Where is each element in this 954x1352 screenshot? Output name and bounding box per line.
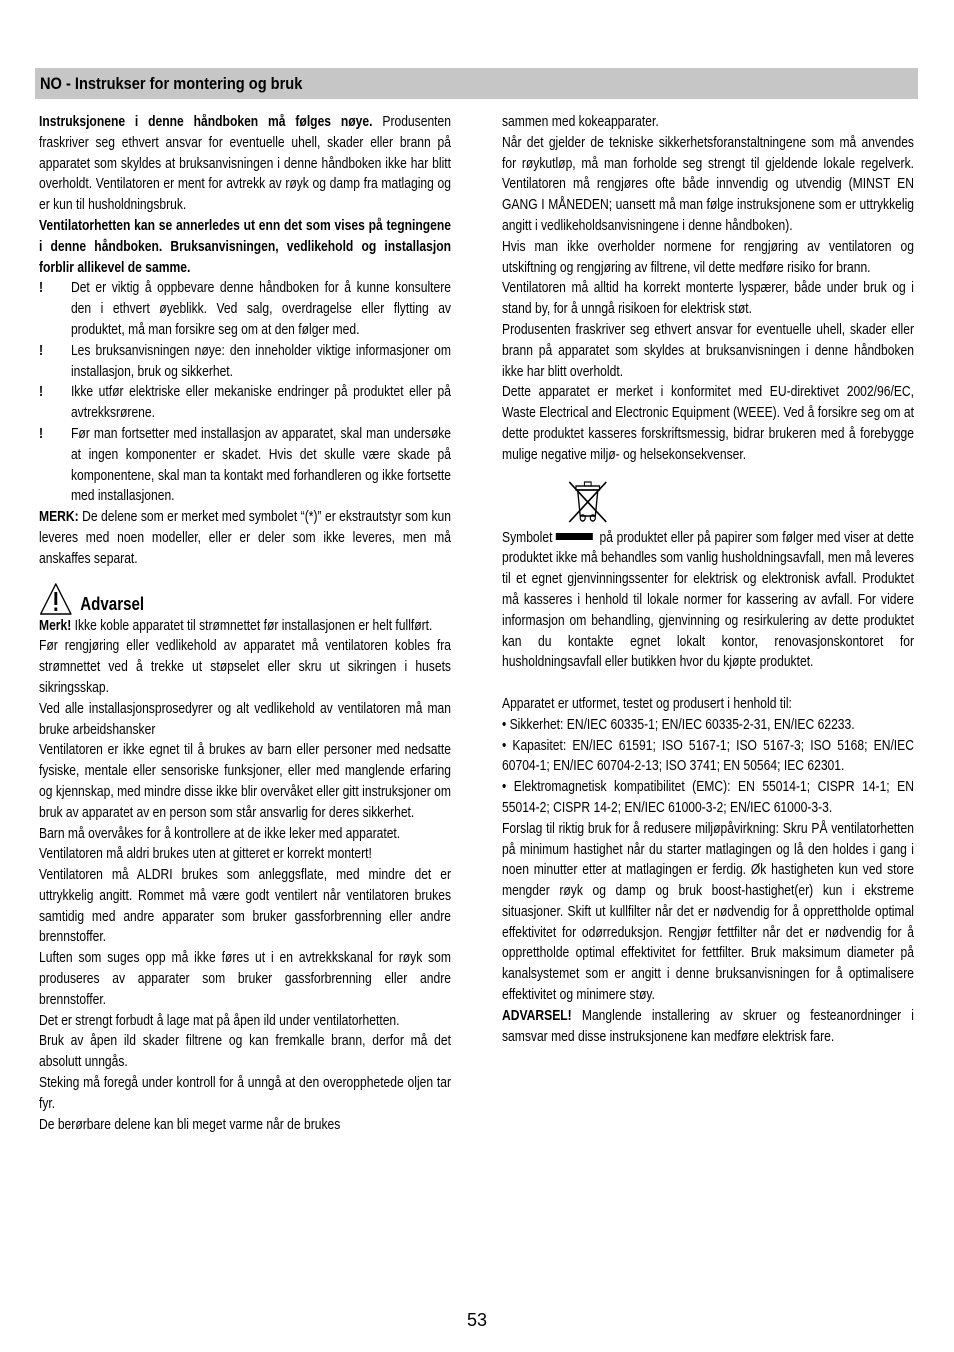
paragraph — [39, 112, 451, 216]
text-run: sammen med kokeapparater. — [502, 114, 659, 130]
text-run: Når det gjelder de tekniske sikkerhetsforanstaltningene som må anvendes for røykutløp, må man forholde seg strengt til gjeldende lokale regelverk. Ventilatoren må rengjøres ofte både innvendig og utvendig (MINST EN GANG I MÅNEDEN; uansett må man følge instruksjonene som er uttrykkelig angitt i vedlikeholdsanvisningene i denne håndboken). — [502, 134, 914, 234]
text-run: Hvis man ikke overholder normene for rengjøring av ventilatoren og utskiftning og rengjøring av filtrene, vil dette medføre risiko for brann. — [502, 238, 914, 276]
warning-list-item — [39, 278, 451, 340]
text-run: De delene som er merket med symbolet “(*)” er ekstrautstyr som kun leveres med noen modeller, eller er deler som ikke leveres, men må anskaffes separat. — [39, 509, 451, 567]
paragraph — [502, 382, 914, 465]
list-item-text — [71, 341, 451, 383]
warning-heading — [39, 582, 451, 616]
paragraph — [39, 699, 451, 741]
blank-line — [502, 673, 914, 694]
text-run: Ved alle installasjonsprosedyrer og alt vedlikehold av ventilatoren må man bruke arbeidshansker — [39, 700, 451, 738]
bold-text: Merk! — [39, 617, 72, 634]
paragraph — [39, 507, 451, 569]
paragraph — [39, 216, 451, 278]
text-run: Ikke koble apparatet til strømnettet før installasjonen er helt fullført. — [71, 617, 433, 634]
text-run: Det er strengt forbudt å lage mat på åpen ild under ventilatorhetten. — [39, 1012, 400, 1029]
left-column — [39, 112, 451, 1292]
bullet-mark: ! — [39, 342, 44, 359]
paragraph — [39, 1011, 451, 1032]
text-run: De berørbare delene kan bli meget varme når de brukes — [39, 1116, 341, 1133]
weee-bar-symbol — [556, 533, 593, 540]
text-run: Steking må foregå under kontroll for å unngå at den overopphetede oljen tar fyr. — [39, 1075, 451, 1112]
paragraph — [39, 1073, 451, 1115]
warning-list-item — [39, 382, 451, 424]
page-number: 53 — [466, 1310, 488, 1330]
text-run: Det er viktig å oppbevare denne håndboken for å kunne konsultere den i ethvert øyeblikk. Ved salg, overdragelse eller flytting av produktet, må man forsikre seg om at den følger med. — [70, 280, 451, 338]
paragraph — [502, 237, 914, 279]
text-run: Symbolet — [502, 529, 553, 546]
paragraph — [502, 320, 914, 382]
weee-symbol-block — [502, 478, 914, 528]
list-item-text — [71, 424, 451, 507]
paragraph — [502, 528, 914, 674]
text-run: Forslag til riktig bruk for å redusere miljøpåvirkning: Skru PÅ ventilatorhetten på minimum hastighet når du starter matlagingen og lå den holdes i gang i noen minutter etter at matlagingen er ferdig. Øk hastigheten kun ved store mengder røyk og damp og bruk boost-hastighet(er) kun i ekstreme situasjoner. Skift ut kullfilter når det er nødvendig for å opprettholde optimal effektivitet for odørreduksjon. Rengjør fettfilter når det er nødvendig for å opprettholde optimal effektivitet for fettfilter. Bruk maksimum diameter på kanalsystemet som er angitt i denne bruksanvisningen for å optimalisere effektivitet og minimere støy. — [502, 820, 914, 1004]
text-run: på produktet eller på papirer som følger med viser at dette produktet ikke må behandles som vanlig husholdningsavfall, men må leveres til et egnet gjenvinningssenter for elektrisk og elektronisk avfall. Produktet må kasseres i henhold til lokale normer for kassering av avfall. For videre informasjon om behandling, gjenvinning og resirkulering av dette produktet kan du kontakte egnet lokalt kontor, renovasjonskontoret for husholdningsavfall eller butikken hvor du kjøpte produktet. — [502, 529, 914, 671]
paragraph — [39, 740, 451, 823]
warning-heading-text: Advarsel — [80, 593, 145, 614]
text-run: Ikke utfør elektriske eller mekaniske endringer på produktet eller på avtrekksrørene. — [70, 384, 451, 422]
text-run: Produsenten fraskriver seg ethvert ansvar for eventuelle uhell, skader eller brann på apparatet som skyldes at bruksanvisningen i denne håndboken ikke har blitt overholdt. Ventilatoren er ment for avtrekk av røyk og damp fra matlaging og er kun til husholdningsbruk. — [39, 114, 451, 214]
paragraph — [39, 824, 451, 845]
paragraph — [502, 819, 914, 1006]
paragraph — [502, 736, 914, 778]
paragraph — [502, 694, 914, 715]
text-run: Luften som suges opp må ikke føres ut i en avtrekkskanal for røyk som produseres av apparater som bruker gassforbrenning eller andre brennstoffer. — [39, 950, 451, 1008]
left-column-text — [39, 112, 451, 1135]
text-run: Dette apparatet er merket i konformitet med EU-direktivet 2002/96/EC, Waste Electrical and Electronic Equipment (WEEE). Ved å forsikre seg om at dette produktet kasseres forskriftsmessig, bidrar brukeren med å forebygge mulige negative miljø- og helsekonsekvenser. — [502, 384, 914, 463]
paragraph — [39, 948, 451, 1010]
bullet-mark: ! — [39, 425, 44, 442]
text-run: Ventilatoren er ikke egnet til å brukes av barn eller personer med nedsatte fysiske, mentale eller sensoriske funksjoner, eller med manglende erfaring og kjennskap, med mindre disse ikke blir overvåket eller gitt instruksjoner om bruk av apparatet av en person som står ansvarlig for deres sikkerhet. — [39, 742, 451, 821]
text-run: Produsenten fraskriver seg ethvert ansvar for eventuelle uhell, skader eller brann på apparatet som skyldes at bruksanvisningen i denne håndboken ikke har blitt overholdt. — [502, 321, 914, 380]
paragraph — [502, 777, 914, 819]
paragraph — [39, 865, 451, 948]
text-run: Før man fortsetter med installasjon av apparatet, skal man undersøke at ingen komponenter er skadet. Hvis det skulle være skade på komponentene, skal man ta kontakt med forhandleren og ikke fortsette med installasjonen. — [70, 425, 451, 505]
list-item-text — [71, 382, 451, 424]
warning-list-item — [39, 424, 451, 507]
bullet-mark: ! — [39, 280, 44, 297]
paragraph — [39, 1115, 451, 1136]
bold-text: MERK: — [39, 509, 79, 526]
text-run: Barn må overvåkes for å kontrollere at de ikke leker med apparatet. — [39, 825, 401, 842]
paragraph — [502, 278, 914, 320]
text-run: • Kapasitet: EN/IEC 61591; ISO 5167-1; ISO 5167-3; ISO 5168; EN/IEC 60704-1; EN/IEC 60704-2-13; ISO 3741; EN 50564; IEC 62301. — [502, 737, 914, 775]
warning-triangle-icon — [39, 582, 73, 616]
paragraph — [502, 1006, 914, 1048]
text-run: Bruk av åpen ild skader filtrene og kan fremkalle brann, derfor må det absolutt unngås. — [39, 1033, 451, 1071]
text-run: • Sikkerhet: EN/IEC 60335-1; EN/IEC 60335-2-31, EN/IEC 62233. — [502, 716, 855, 733]
text-run: Ventilatoren må aldri brukes uten at gitteret er korrekt montert! — [39, 846, 372, 863]
paragraph — [502, 715, 914, 736]
right-column — [502, 112, 914, 1292]
bold-text: ADVARSEL! — [502, 1007, 572, 1024]
list-item-text — [71, 278, 451, 340]
text-run: Ventilatoren må ALDRI brukes som anleggsflate, med mindre det er uttrykkelig angitt. Rommet må være godt ventilert når ventilatoren brukes samtidig med andre apparater som bruker gassforbrenning eller andre brennstoffer. — [39, 867, 451, 946]
section-header-bar — [35, 68, 918, 99]
paragraph — [39, 616, 451, 637]
right-column-text — [502, 112, 914, 1047]
text-run: • Elektromagnetisk kompatibilitet (EMC): EN 55014-1; CISPR 14-1; EN 55014-2; CISPR 14-2; EN/IEC 61000-3-2; EN/IEC 61000-3-3. — [502, 779, 914, 816]
paragraph — [39, 1031, 451, 1073]
paragraph — [39, 636, 451, 698]
bold-text: Ventilatorhetten kan se annerledes ut enn det som vises på tegningene i denne håndboken. Bruksanvisningen, vedlikehold og installasjon forblir allikevel de samme. — [39, 217, 451, 276]
paragraph — [502, 112, 914, 133]
text-run: Apparatet er utformet, testet og produsert i henhold til: — [502, 695, 792, 712]
bold-text: Instruksjonene i denne håndboken må følges nøye. — [39, 114, 373, 130]
crossed-out-wheelie-bin-icon — [564, 478, 611, 524]
text-run: Før rengjøring eller vedlikehold av apparatet må ventilatoren kobles fra strømnettet ved å trekke ut støpselet eller skru ut sikringen i husets sikringsskap. — [39, 638, 451, 696]
bullet-mark: ! — [39, 384, 44, 401]
warning-list-item — [39, 341, 451, 383]
text-run: Manglende installering av skruer og festeanordninger i samsvar med disse instruksjonene kan medføre elektrisk fare. — [502, 1007, 914, 1045]
text-run: Les bruksanvisningen nøye: den inneholder viktige informasjoner om installasjon, bruk og sikkerhet. — [70, 342, 451, 380]
text-run: Ventilatoren må alltid ha korrekt monterte lyspærer, både under bruk og i stand by, for å unngå risikoen for elektrisk støt. — [502, 280, 914, 318]
paragraph — [502, 133, 914, 237]
paragraph — [39, 844, 451, 865]
section-title: NO - Instrukser for montering og bruk — [40, 74, 303, 93]
